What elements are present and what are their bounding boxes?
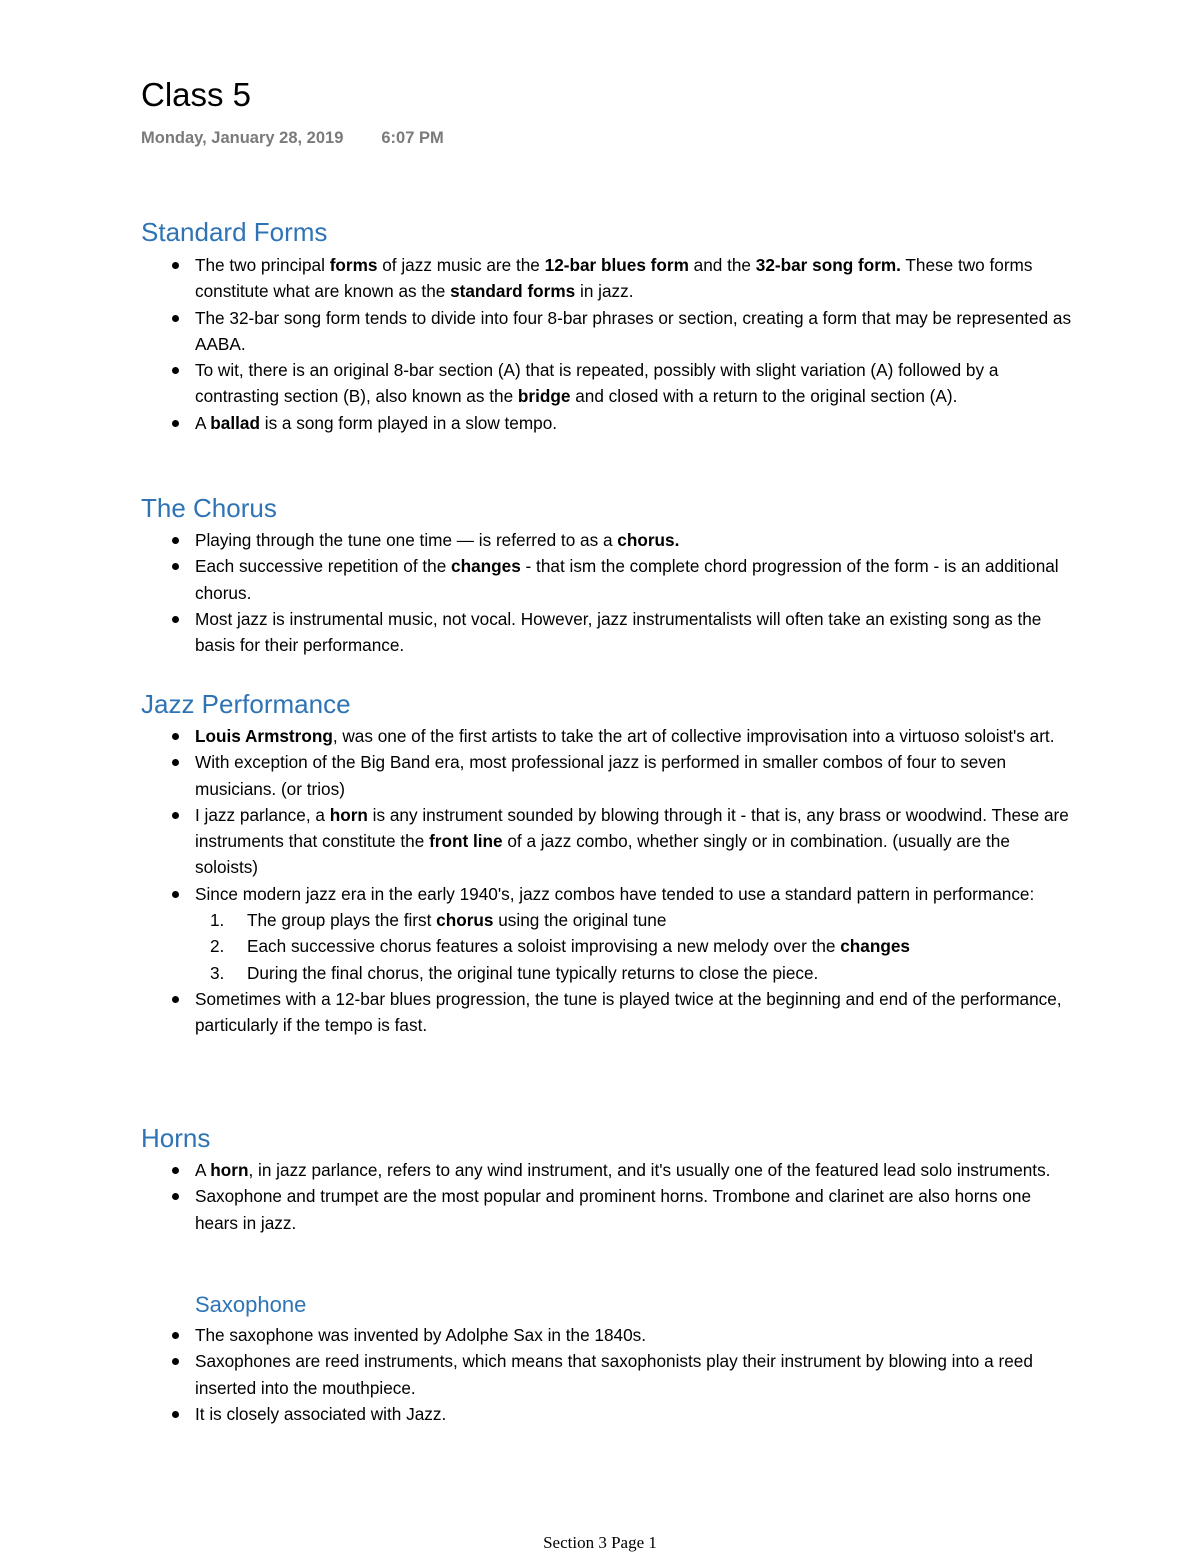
note-time: 6:07 PM — [381, 129, 444, 147]
list-standard-forms — [195, 252, 1075, 436]
heading-horns: Horns — [141, 1123, 211, 1153]
page-title: Class 5 — [141, 76, 252, 113]
list-item: Each successive repetition of the changes - that ism the complete chord progression of the form - is an additional chorus. — [195, 553, 1075, 606]
page-footer: Section 3 Page 1 — [543, 1533, 657, 1552]
list-item: Sometimes with a 12-bar blues progression, the tune is played twice at the beginning and end of the performance, particularly if the tempo is fast. — [195, 986, 1075, 1039]
numbered-item: 2. Each successive chorus features a soloist improvising a new melody over the changes — [210, 936, 910, 957]
list-item: Louis Armstrong, was one of the first artists to take the art of collective improvisation into a virtuoso soloist's art. — [195, 723, 1075, 749]
list-item: The saxophone was invented by Adolphe Sax in the 1840s. — [195, 1322, 1075, 1348]
list-item: A ballad is a song form played in a slow tempo. — [195, 410, 1075, 436]
numbered-item: 3. During the final chorus, the original tune typically returns to close the piece. — [210, 962, 819, 983]
numbered-list-performance-pattern — [195, 907, 1075, 986]
heading-saxophone: Saxophone — [195, 1292, 307, 1317]
list-saxophone — [195, 1322, 1075, 1427]
note-timestamp — [141, 126, 444, 150]
list-item: The 32-bar song form tends to divide into four 8-bar phrases or section, creating a form that may be represented as AABA. — [195, 305, 1075, 358]
list-horns — [195, 1157, 1075, 1236]
list-item: To wit, there is an original 8-bar section (A) that is repeated, possibly with slight variation (A) followed by a contrasting section (B), also known as the bridge and closed with a return to the original section (A). — [195, 357, 1075, 410]
list-item: Since modern jazz era in the early 1940's, jazz combos have tended to use a standard pattern in performance: 1. The group plays the first chorus using the original tune 2. Each successive chorus features a soloist improvising a new melody over the changes 3. During the final chorus, the original tune typically returns to close the piece. — [195, 881, 1075, 986]
heading-jazz-performance: Jazz Performance — [141, 689, 351, 719]
list-the-chorus — [195, 527, 1075, 658]
note-date: Monday, January 28, 2019 — [141, 129, 344, 147]
list-item: Saxophone and trumpet are the most popular and prominent horns. Trombone and clarinet are also horns one hears in jazz. — [195, 1183, 1075, 1236]
list-item: The two principal forms of jazz music are the 12-bar blues form and the 32-bar song form. These two forms constitute what are known as the standard forms in jazz. — [195, 252, 1075, 305]
list-item: A horn, in jazz parlance, refers to any wind instrument, and it's usually one of the featured lead solo instruments. — [195, 1157, 1075, 1183]
heading-the-chorus: The Chorus — [141, 493, 277, 523]
list-item: Playing through the tune one time — is referred to as a chorus. — [195, 527, 1075, 553]
heading-standard-forms: Standard Forms — [141, 217, 328, 247]
list-item: I jazz parlance, a horn is any instrument sounded by blowing through it - that is, any brass or woodwind. These are instruments that constitute the front line of a jazz combo, whether singly or in combination. (usually are the soloists) — [195, 802, 1075, 881]
list-item: Saxophones are reed instruments, which means that saxophonists play their instrument by blowing into a reed inserted into the mouthpiece. — [195, 1348, 1075, 1401]
list-item: It is closely associated with Jazz. — [195, 1401, 1075, 1427]
numbered-item: 1. The group plays the first chorus using the original tune — [210, 910, 667, 931]
list-item: Most jazz is instrumental music, not vocal. However, jazz instrumentalists will often take an existing song as the basis for their performance. — [195, 606, 1075, 659]
list-item: With exception of the Big Band era, most professional jazz is performed in smaller combos of four to seven musicians. (or trios) — [195, 749, 1075, 802]
list-jazz-performance — [195, 723, 1075, 1039]
